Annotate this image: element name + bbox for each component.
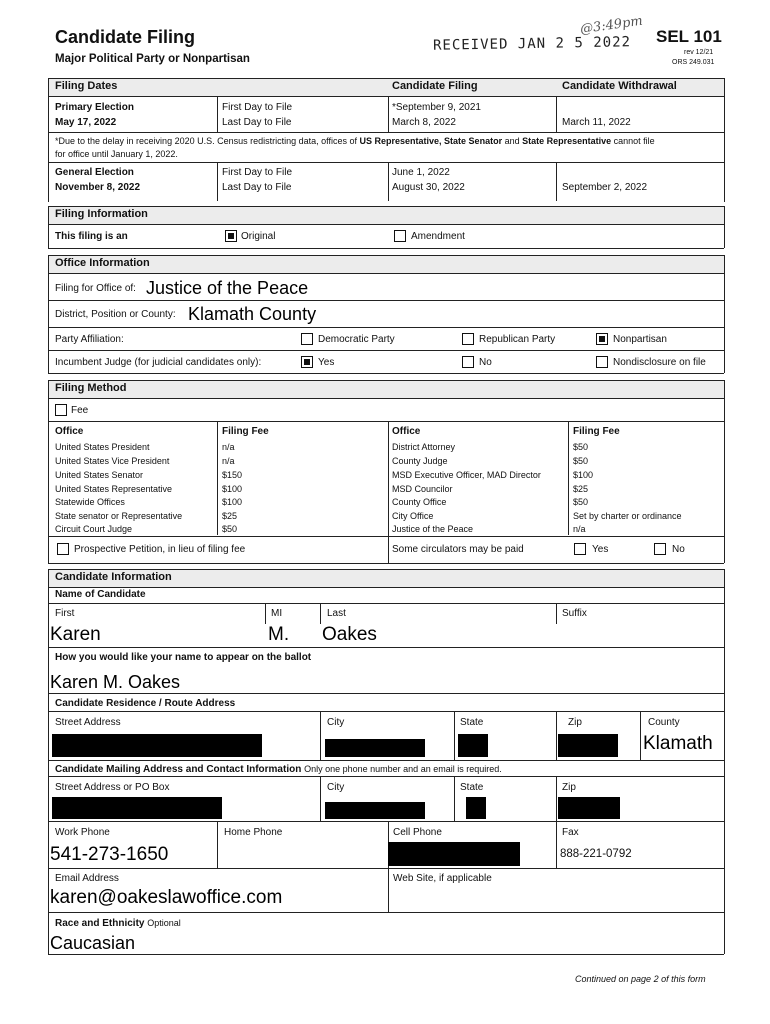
primary-election-date: May 17, 2022 — [55, 117, 117, 128]
received-stamp: RECEIVED JAN 2 5 2022 — [432, 34, 632, 54]
general-election-label: General Election — [55, 167, 134, 178]
circulators-yes-label: Yes — [592, 544, 609, 555]
middle-initial-label: MI — [271, 608, 283, 619]
residence-county-label: County — [648, 717, 680, 728]
handwritten-time: @3:49pm — [579, 13, 644, 38]
first-name-label: First — [55, 608, 75, 619]
office-information-title: Office Information — [55, 257, 150, 269]
redacted-state — [458, 734, 488, 757]
race-ethnicity-value[interactable]: Caucasian — [50, 933, 136, 953]
form-id: SEL 101 — [656, 27, 722, 46]
primary-last-day: March 8, 2022 — [392, 117, 456, 128]
continued-note: Continued on page 2 of this form — [575, 974, 706, 984]
home-phone-label: Home Phone — [224, 827, 283, 838]
redacted-street — [52, 734, 262, 757]
this-filing-label: This filing is an — [55, 231, 128, 242]
middle-initial-value[interactable]: M. — [268, 624, 290, 645]
mailing-contact-title: Candidate Mailing Address and Contact Information Only one phone number and an email is required. — [55, 764, 502, 775]
amendment-label: Amendment — [411, 231, 465, 242]
fee-row-office: County Office — [392, 497, 447, 507]
incumbent-no-label: No — [479, 357, 492, 368]
incumbent-judge-label: Incumbent Judge (for judicial candidates only): — [55, 357, 262, 368]
fee-row-amount: $50 — [573, 497, 589, 507]
fee-row-amount: $100 — [222, 497, 243, 507]
email-label: Email Address — [55, 873, 119, 884]
fee-col-header-right: Filing Fee — [573, 426, 620, 437]
ors-reference: ORS 249.031 — [672, 59, 715, 66]
cell-phone-label: Cell Phone — [393, 827, 442, 838]
fee-row-office: MSD Executive Officer, MAD Director — [392, 470, 541, 480]
primary-first-day: *September 9, 2021 — [392, 102, 481, 113]
redacted-city — [325, 739, 425, 757]
last-name-label: Last — [327, 608, 346, 619]
fee-checkbox[interactable] — [55, 404, 67, 416]
redacted-mailing-city — [325, 802, 425, 819]
candidate-information-title: Candidate Information — [55, 571, 172, 583]
general-first-day: June 1, 2022 — [392, 167, 450, 178]
incumbent-no-checkbox[interactable] — [462, 356, 474, 368]
fee-row-office: United States Senator — [55, 470, 144, 480]
mailing-state-label: State — [460, 782, 484, 793]
fee-row-amount: $50 — [573, 442, 589, 452]
office-col-header-right: Office — [392, 426, 421, 437]
democratic-checkbox[interactable] — [301, 333, 313, 345]
primary-last-day-label: Last Day to File — [222, 117, 292, 128]
form-revision: rev 12/21 — [684, 49, 714, 56]
fee-row-office: County Judge — [392, 456, 448, 466]
residence-city-label: City — [327, 717, 345, 728]
residence-zip-label: Zip — [568, 717, 582, 728]
general-first-day-label: First Day to File — [222, 167, 293, 178]
incumbent-yes-checkbox[interactable] — [301, 356, 313, 368]
residence-address-title: Candidate Residence / Route Address — [55, 698, 236, 709]
circulators-yes-checkbox[interactable] — [574, 543, 586, 555]
race-ethnicity-label: Race and Ethnicity Optional — [55, 918, 181, 929]
form-title: Candidate Filing — [55, 27, 196, 47]
mailing-city-label: City — [327, 782, 345, 793]
fee-row-amount: n/a — [222, 456, 235, 466]
party-affiliation-label: Party Affiliation: — [55, 334, 124, 345]
original-checkbox[interactable] — [225, 230, 237, 242]
fee-row-office: Circuit Court Judge — [55, 524, 133, 534]
fee-row-office: MSD Councilor — [392, 484, 453, 494]
redacted-cell-phone — [388, 842, 520, 866]
nondisclosure-label: Nondisclosure on file — [613, 357, 706, 368]
fee-row-office: United States President — [55, 442, 150, 452]
fax-label: Fax — [562, 827, 579, 838]
census-note-line2: for office until January 1, 2022. — [55, 149, 178, 159]
nonpartisan-checkbox[interactable] — [596, 333, 608, 345]
candidate-withdrawal-header: Candidate Withdrawal — [562, 80, 677, 92]
fee-row-amount: n/a — [573, 524, 586, 534]
circulators-no-checkbox[interactable] — [654, 543, 666, 555]
fee-row-amount: Set by charter or ordinance — [573, 511, 682, 521]
republican-label: Republican Party — [479, 334, 556, 345]
general-last-day: August 30, 2022 — [392, 182, 465, 193]
ballot-name-value[interactable]: Karen M. Oakes — [50, 672, 181, 692]
fee-row-amount: $100 — [573, 470, 594, 480]
county-value[interactable]: Klamath — [643, 733, 713, 754]
fee-row-amount: $25 — [573, 484, 589, 494]
form-subtitle: Major Political Party or Nonpartisan — [55, 53, 250, 65]
fee-row-office: State senator or Representative — [55, 511, 183, 521]
prospective-petition-checkbox[interactable] — [57, 543, 69, 555]
last-name-value[interactable]: Oakes — [322, 624, 377, 645]
fee-row-office: United States Representative — [55, 484, 173, 494]
democratic-label: Democratic Party — [318, 334, 395, 345]
circulators-no-label: No — [672, 544, 685, 555]
fee-row-office: City Office — [392, 511, 434, 521]
incumbent-yes-label: Yes — [318, 357, 335, 368]
mailing-street-label: Street Address or PO Box — [55, 782, 170, 793]
original-label: Original — [241, 231, 276, 242]
fee-row-amount: n/a — [222, 442, 235, 452]
residence-state-label: State — [460, 717, 484, 728]
work-phone-label: Work Phone — [55, 827, 110, 838]
office-col-header-left: Office — [55, 426, 84, 437]
fee-row-amount: $50 — [573, 456, 589, 466]
redacted-zip — [558, 734, 618, 757]
general-last-day-label: Last Day to File — [222, 182, 292, 193]
suffix-label: Suffix — [562, 608, 587, 619]
work-phone-value[interactable]: 541-273-1650 — [50, 844, 169, 865]
fee-row-amount: $50 — [222, 524, 238, 534]
nondisclosure-checkbox[interactable] — [596, 356, 608, 368]
fee-row-amount: $100 — [222, 484, 243, 494]
fee-row-office: Justice of the Peace — [392, 524, 474, 534]
nonpartisan-label: Nonpartisan — [613, 334, 667, 345]
redacted-mailing-state — [466, 797, 486, 819]
candidate-filing-header: Candidate Filing — [392, 80, 478, 92]
republican-checkbox[interactable] — [462, 333, 474, 345]
fee-row-office: District Attorney — [392, 442, 456, 452]
filing-dates-title: Filing Dates — [55, 80, 118, 92]
fee-col-header-left: Filing Fee — [222, 426, 269, 437]
general-withdrawal: September 2, 2022 — [562, 182, 648, 193]
website-label: Web Site, if applicable — [393, 873, 492, 884]
redacted-mailing-street — [52, 797, 222, 819]
residence-street-label: Street Address — [55, 717, 121, 728]
primary-election-label: Primary Election — [55, 102, 134, 113]
primary-withdrawal: March 11, 2022 — [562, 117, 631, 128]
primary-first-day-label: First Day to File — [222, 102, 293, 113]
first-name-value[interactable]: Karen — [50, 624, 101, 645]
name-of-candidate-title: Name of Candidate — [55, 589, 146, 600]
fee-label: Fee — [71, 405, 89, 416]
filing-method-band — [48, 380, 724, 399]
filing-information-band — [48, 206, 724, 225]
office-label: Filing for Office of: — [55, 283, 136, 294]
district-value[interactable]: Klamath County — [188, 304, 317, 324]
fee-row-office: United States Vice President — [55, 456, 170, 466]
mailing-zip-label: Zip — [562, 782, 576, 793]
fax-value[interactable]: 888-221-0792 — [560, 848, 632, 860]
census-note: *Due to the delay in receiving 2020 U.S. Census redistricting data, offices of US Representative, State Senator and State Representative cannot file — [55, 136, 655, 146]
fee-row-amount: $25 — [222, 511, 238, 521]
district-label: District, Position or County: — [55, 309, 176, 320]
filing-method-title: Filing Method — [55, 382, 127, 394]
general-election-date: November 8, 2022 — [55, 182, 141, 193]
office-value[interactable]: Justice of the Peace — [146, 278, 309, 298]
fee-row-office: Statewide Offices — [55, 497, 125, 507]
email-value[interactable]: karen@oakeslawoffice.com — [50, 887, 283, 908]
ballot-name-label: How you would like your name to appear on the ballot — [55, 652, 312, 663]
amendment-checkbox[interactable] — [394, 230, 406, 242]
circulators-paid-label: Some circulators may be paid — [392, 544, 524, 555]
filing-information-title: Filing Information — [55, 208, 148, 220]
fee-row-amount: $150 — [222, 470, 243, 480]
redacted-mailing-zip — [558, 797, 620, 819]
prospective-petition-label: Prospective Petition, in lieu of filing fee — [74, 544, 246, 555]
